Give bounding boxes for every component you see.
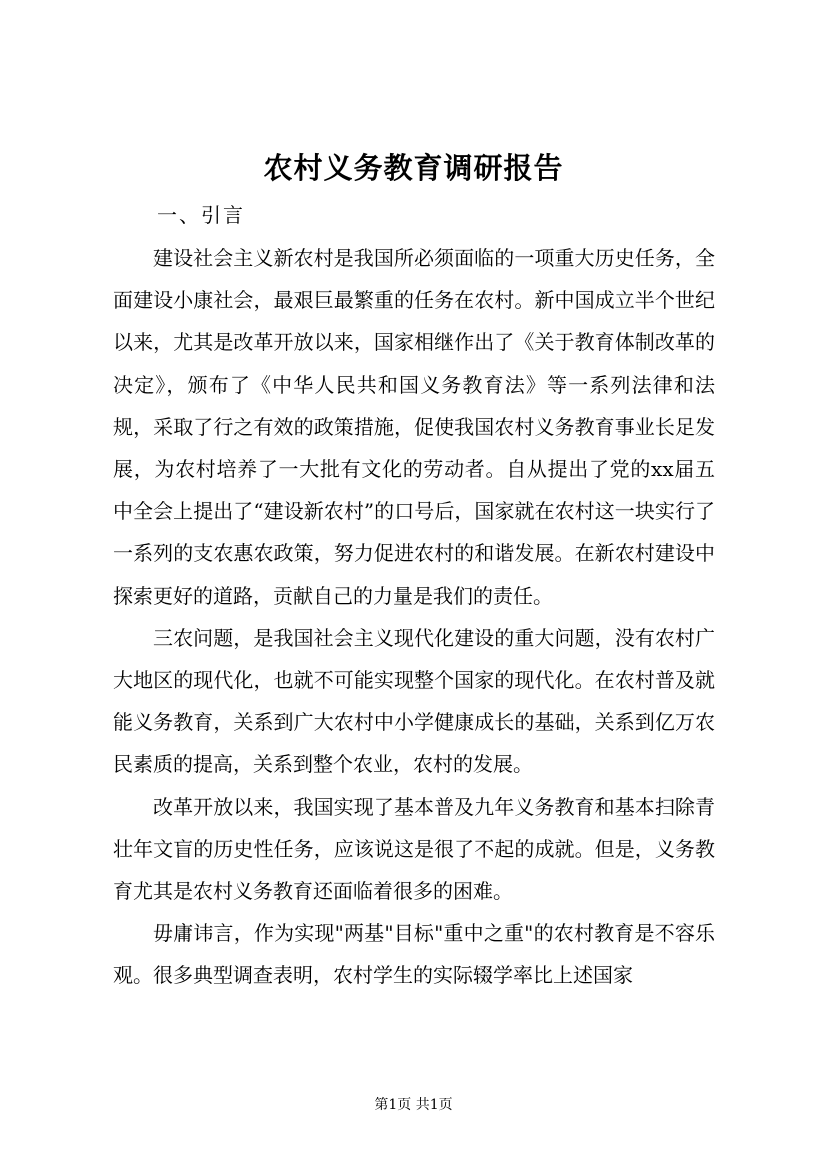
paragraph: 建设社会主义新农村是我国所必须面临的一项重大历史任务，全面建设小康社会，最艰巨最繁重的任务在农村。新中国成立半个世纪以来，尤其是改革开放以来，国家相继作出了《关于教育体制改革的决定》，颁布了《中华人民共和国义务教育法》等一系列法律和法规，采取了行之有效的政策措施，促使我国农村义务教育事业长足发展，为农村培养了一大批有文化的劳动者。自从提出了党的xx届五中全会上提出了“建设新农村”的口号后，国家就在农村这一块实行了一系列的支农惠农政策，努力促进农村的和谐发展。在新农村建设中探索更好的道路，贡献自己的力量是我们的责任。 [113,246,715,608]
paragraph: 改革开放以来，我国实现了基本普及九年义务教育和基本扫除青壮年文盲的历史性任务，应该说这是很了不起的成就。但是，义务教育尤其是农村义务教育还面临着很多的困难。 [113,794,715,904]
document-title: 农村义务教育调研报告 [263,151,564,185]
section-heading: 一、引言 [157,203,245,227]
document-body [113,237,715,997]
paragraph: 三农问题，是我国社会主义现代化建设的重大问题，没有农村广大地区的现代化，也就不可能实现整个国家的现代化。在农村普及就能义务教育，关系到广大农村中小学健康成长的基础，关系到亿万农民素质的提高，关系到整个农业，农村的发展。 [113,625,715,777]
paragraph: 毋庸讳言，作为实现"两基"目标"重中之重"的农村教育是不容乐观。很多典型调查表明，农村学生的实际辍学率比上述国家 [113,921,715,988]
page-indicator: 第1页 共1页 [374,1097,453,1113]
